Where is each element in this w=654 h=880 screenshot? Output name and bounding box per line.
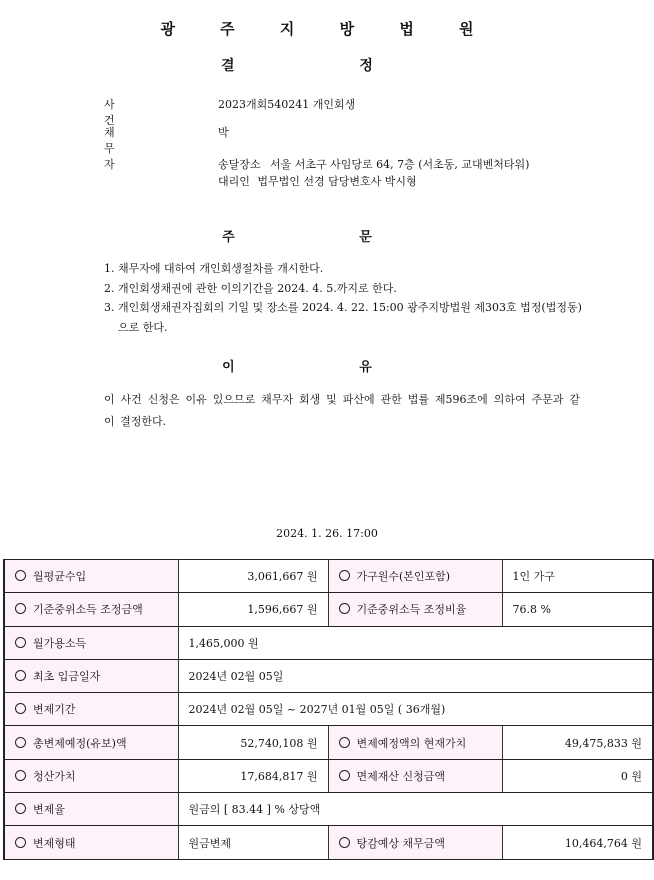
- case-label: 사 건: [104, 98, 137, 127]
- reason-heading: 이 유: [222, 360, 432, 375]
- circle-bullet-icon: [15, 770, 26, 781]
- table-row: [4, 560, 653, 593]
- table-row: [4, 826, 653, 859]
- table-row: [4, 693, 653, 726]
- first-payment-label-cell: 최초 입금일자: [4, 659, 178, 692]
- circle-bullet-icon: [339, 737, 350, 748]
- present-value-value: 49,475,833 원: [502, 726, 653, 759]
- rate-label-cell: 변제율: [4, 793, 178, 826]
- writeoff-label-cell: 탕감예상 채무금액: [328, 826, 502, 859]
- circle-bullet-icon: [339, 603, 350, 614]
- median-adjusted-label-cell: 기준중위소득 조정금액: [4, 593, 178, 626]
- circle-bullet-icon: [15, 737, 26, 748]
- circle-bullet-icon: [339, 770, 350, 781]
- order-item-2: 2. 개인회생채권에 관한 이의기간을 2024. 4. 5.까지로 한다.: [104, 281, 397, 295]
- rate-value: 원금의 [ 83.44 ] % 상당액: [178, 793, 653, 826]
- circle-bullet-icon: [15, 703, 26, 714]
- median-adjusted-value: 1,596,667 원: [178, 593, 328, 626]
- circle-bullet-icon: [15, 837, 26, 848]
- monthly-income-value: 3,061,667 원: [178, 560, 328, 593]
- debtor-name: 박: [218, 126, 229, 139]
- median-ratio-value: 76.8 %: [502, 593, 653, 626]
- order-list: [104, 259, 584, 337]
- exempt-label-cell: 면제재산 신청금액: [328, 759, 502, 792]
- agent-row: [218, 173, 638, 189]
- debtor-label: 채 무 자: [104, 126, 137, 171]
- household-label-cell: 가구원수(본인포함): [328, 560, 502, 593]
- circle-bullet-icon: [15, 637, 26, 648]
- period-value: 2024년 02월 05일 ~ 2027년 01월 05일 ( 36개월): [178, 693, 653, 726]
- agent-label: 대리인: [218, 175, 250, 188]
- available-income-label-cell: 월가용소득: [4, 626, 178, 659]
- case-row: [104, 96, 604, 127]
- circle-bullet-icon: [15, 570, 26, 581]
- case-number: 2023개회540241 개인회생: [218, 98, 356, 111]
- table-row: [4, 759, 653, 792]
- monthly-income-label-cell: 월평균수입: [4, 560, 178, 593]
- table-row: [4, 593, 653, 626]
- repayment-summary-table: [3, 559, 654, 860]
- table-row: [4, 626, 653, 659]
- available-income-value: 1,465,000 원: [178, 626, 653, 659]
- median-ratio-label-cell: 기준중위소득 조정비율: [328, 593, 502, 626]
- order-item-1: 1. 채무자에 대하여 개인회생절차를 개시한다.: [104, 262, 324, 275]
- table-row: [4, 726, 653, 759]
- circle-bullet-icon: [339, 570, 350, 581]
- circle-bullet-icon: [15, 803, 26, 814]
- present-value-label-cell: 변제예정액의 현재가치: [328, 726, 502, 759]
- table-row: [4, 793, 653, 826]
- court-name: 광 주 지 방 법 원: [160, 20, 494, 38]
- address-row: [218, 156, 638, 172]
- method-label-cell: 변제형태: [4, 826, 178, 859]
- decision-date: 2024. 1. 26. 17:00: [276, 527, 378, 540]
- reason-text: 이 사건 신청은 이유 있으므로 채무자 회생 및 파산에 관한 법률 제596조에 의하여 주문과 같이 결정한다.: [104, 393, 580, 428]
- first-payment-value: 2024년 02월 05일: [178, 659, 653, 692]
- order-item-3: 3. 개인회생채권자집회의 기일 및 장소를 2024. 4. 22. 15:00 광주지방법원 제303호 법정(법정동)으로 한다.: [104, 301, 582, 334]
- writeoff-value: 10,464,764 원: [502, 826, 653, 859]
- total-planned-value: 52,740,108 원: [178, 726, 328, 759]
- document-title: 결 정: [221, 58, 433, 74]
- circle-bullet-icon: [15, 670, 26, 681]
- address-value: 서울 서초구 사임당로 64, 7층 (서초동, 교대벤처타워): [270, 158, 530, 171]
- total-planned-label-cell: 총변제예정(유보)액: [4, 726, 178, 759]
- circle-bullet-icon: [339, 837, 350, 848]
- exempt-value: 0 원: [502, 759, 653, 792]
- address-label: 송달장소: [218, 158, 261, 171]
- circle-bullet-icon: [15, 603, 26, 614]
- liquidation-label-cell: 청산가치: [4, 759, 178, 792]
- liquidation-value: 17,684,817 원: [178, 759, 328, 792]
- table-row: [4, 659, 653, 692]
- period-label-cell: 변제기간: [4, 693, 178, 726]
- household-value: 1인 가구: [502, 560, 653, 593]
- method-value: 원금변제: [178, 826, 328, 859]
- agent-value: 법무법인 선경 담당변호사 박시형: [257, 175, 417, 188]
- order-heading: 주 문: [222, 230, 432, 245]
